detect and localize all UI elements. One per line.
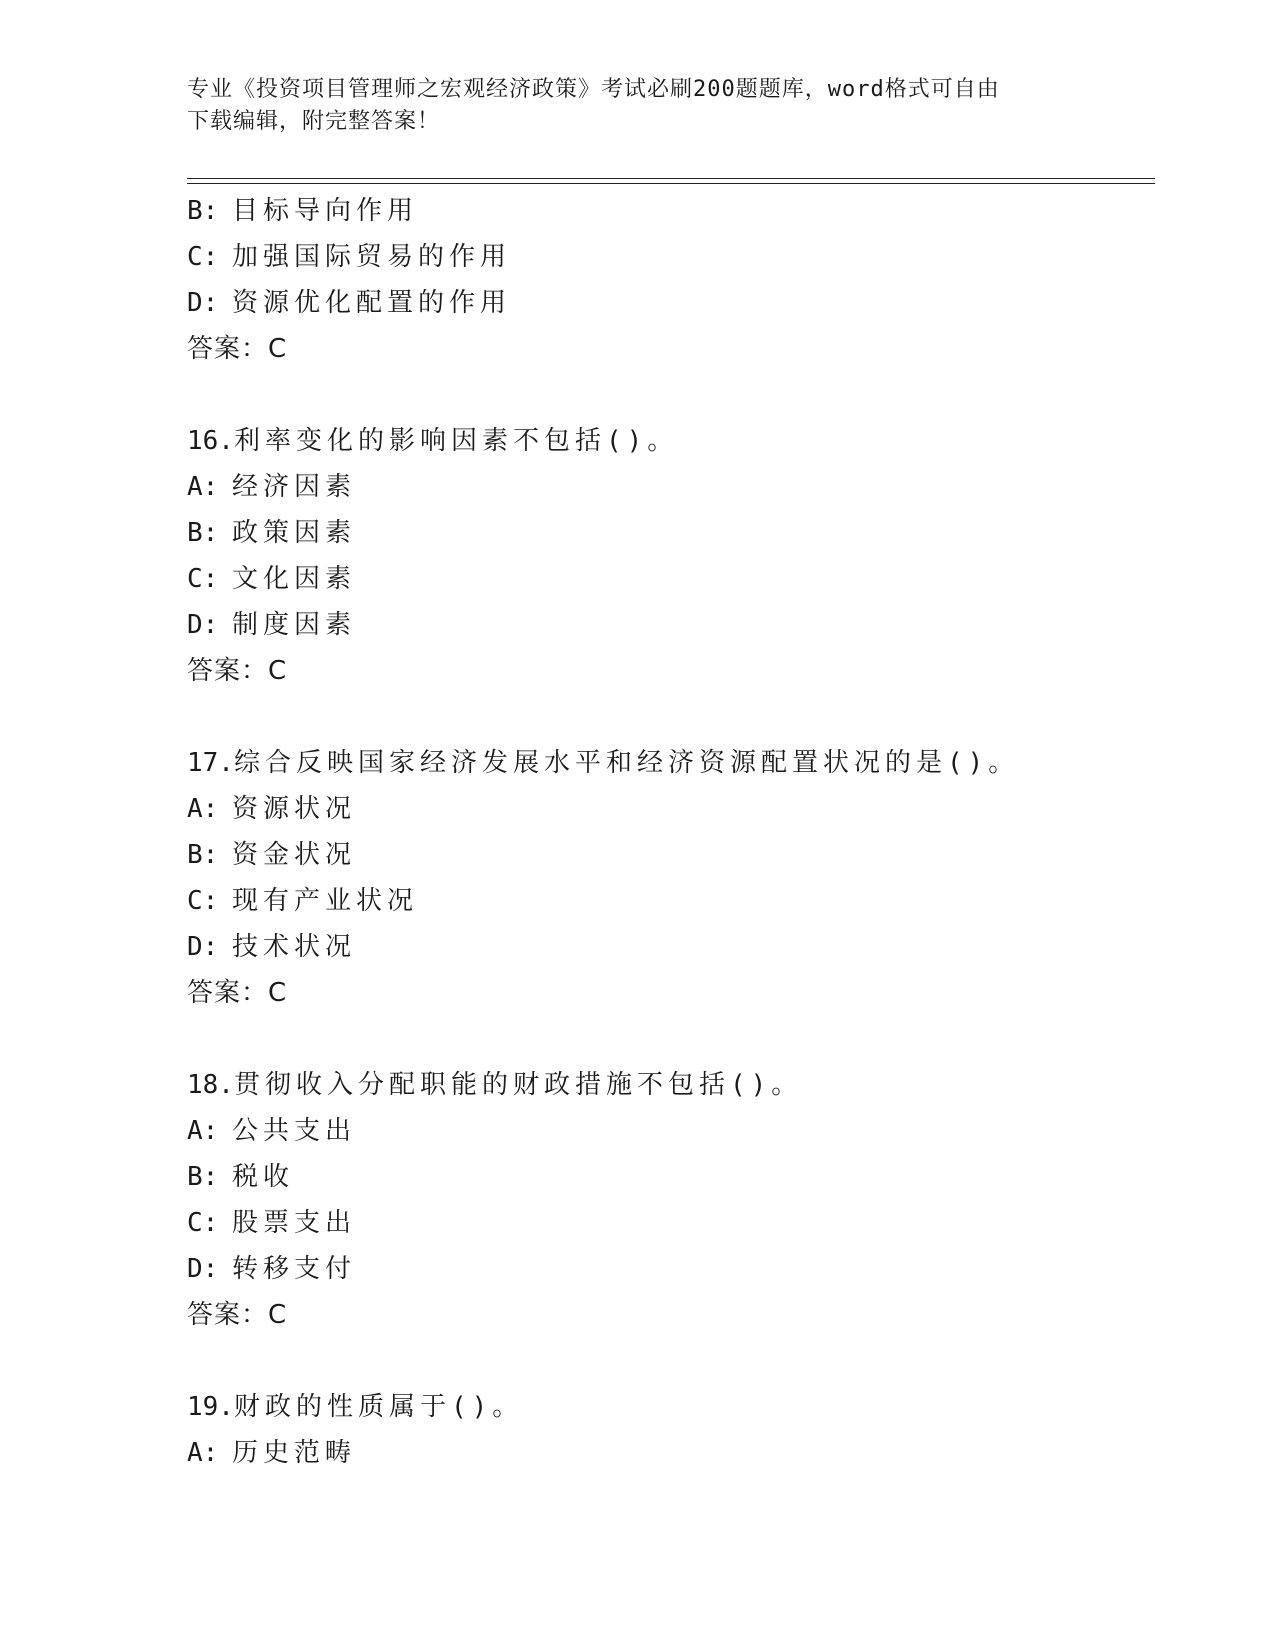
option-letter: C: <box>187 886 219 916</box>
question-number: 17. <box>187 748 234 778</box>
answer-line: 答案：C <box>187 334 288 364</box>
option-text: 资源状况 <box>232 794 357 824</box>
document-header <box>187 74 1067 138</box>
option-line <box>187 556 1155 602</box>
option-letter: D: <box>187 932 219 962</box>
option-text: 经济因素 <box>232 472 357 502</box>
option-letter: B: <box>187 196 219 226</box>
question-list <box>187 188 1155 1476</box>
option-text: 技术状况 <box>232 932 357 962</box>
question-stem <box>187 1062 1155 1108</box>
question-text: 利率变化的影响因素不包括()。 <box>233 426 679 456</box>
option-text: 制度因素 <box>232 610 357 640</box>
option-letter: D: <box>187 1254 219 1284</box>
option-letter: A: <box>187 794 219 824</box>
question-stem <box>187 418 1155 464</box>
option-line <box>187 786 1155 832</box>
option-line <box>187 1108 1155 1154</box>
option-line <box>187 1430 1155 1476</box>
option-line <box>187 1200 1155 1246</box>
option-text: 政策因素 <box>232 518 357 548</box>
option-line <box>187 234 1155 280</box>
option-text: 文化因素 <box>232 564 357 594</box>
header-divider-top <box>187 178 1155 179</box>
option-letter: B: <box>187 840 219 870</box>
question-text: 综合反映国家经济发展水平和经济资源配置状况的是()。 <box>233 748 1020 778</box>
option-text: 股票支出 <box>232 1208 357 1238</box>
header-line-1: 专业《投资项目管理师之宏观经济政策》考试必刷200题题库，word格式可自由 <box>187 77 1000 102</box>
option-line <box>187 1154 1155 1200</box>
option-text: 资金状况 <box>232 840 357 870</box>
option-text: 目标导向作用 <box>232 196 419 226</box>
answer-line: 答案：C <box>187 1300 288 1330</box>
option-line <box>187 878 1155 924</box>
question-text: 财政的性质属于()。 <box>233 1392 524 1422</box>
answer-line: 答案：C <box>187 978 288 1008</box>
question-text: 贯彻收入分配职能的财政措施不包括()。 <box>233 1070 803 1100</box>
question-stem <box>187 740 1155 786</box>
option-text: 现有产业状况 <box>232 886 419 916</box>
option-text: 公共支出 <box>232 1116 357 1146</box>
option-text: 税收 <box>232 1162 295 1192</box>
option-letter: C: <box>187 242 219 272</box>
option-letter: D: <box>187 288 219 318</box>
option-text: 转移支付 <box>232 1254 357 1284</box>
option-letter: A: <box>187 472 219 502</box>
option-letter: B: <box>187 518 219 548</box>
question-number: 19. <box>187 1392 234 1422</box>
question-number: 16. <box>187 426 234 456</box>
option-line <box>187 924 1155 970</box>
option-text: 加强国际贸易的作用 <box>232 242 512 272</box>
header-line-2: 下载编辑，附完整答案！ <box>187 109 441 134</box>
question-number: 18. <box>187 1070 234 1100</box>
question-stem <box>187 1384 1155 1430</box>
option-letter: A: <box>187 1438 219 1468</box>
option-letter: C: <box>187 564 219 594</box>
option-line <box>187 1246 1155 1292</box>
option-line <box>187 464 1155 510</box>
option-letter: D: <box>187 610 219 640</box>
option-letter: B: <box>187 1162 219 1192</box>
option-line <box>187 510 1155 556</box>
option-line <box>187 832 1155 878</box>
option-line <box>187 280 1155 326</box>
option-letter: A: <box>187 1116 219 1146</box>
option-line <box>187 188 1155 234</box>
answer-line: 答案：C <box>187 656 288 686</box>
option-text: 历史范畴 <box>232 1438 357 1468</box>
option-letter: C: <box>187 1208 219 1238</box>
option-text: 资源优化配置的作用 <box>232 288 512 318</box>
option-line <box>187 602 1155 648</box>
header-divider-bottom <box>187 183 1155 184</box>
